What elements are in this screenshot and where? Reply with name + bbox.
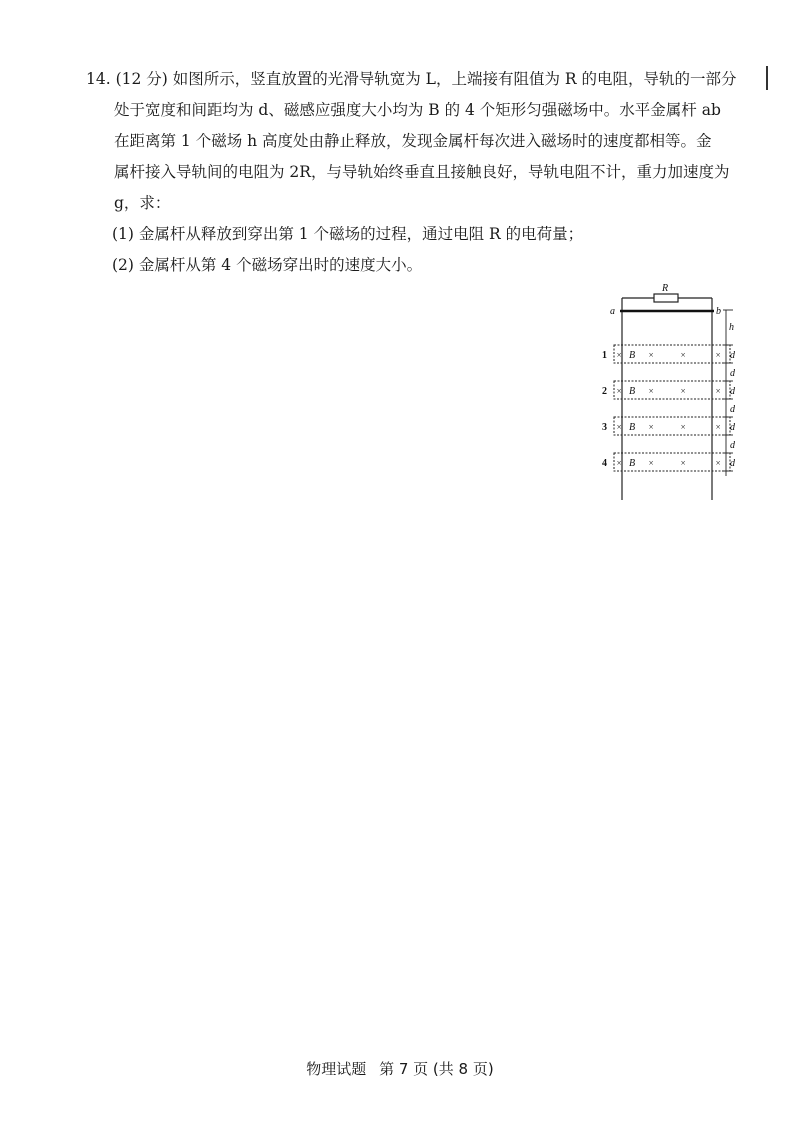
gap-label-d: d [730, 386, 735, 397]
cross-symbol: × [680, 422, 687, 432]
sub-question-1: (1) 金属杆从释放到穿出第 1 个磁场的过程，通过电阻 R 的电荷量； [112, 225, 584, 243]
question-line-2: 处于宽度和间距均为 d、磁感应强度大小均为 B 的 4 个矩形匀强磁场中。水平金属杆 ab [114, 101, 721, 119]
field-label-b: B [629, 350, 636, 361]
question-line-4: 属杆接入导轨间的电阻为 2R，与导轨始终垂直且接触良好，导轨电阻不计，重力加速度为 [114, 163, 730, 181]
cross-symbol: × [680, 350, 687, 360]
gap-label-d: d [730, 350, 735, 361]
resistor [654, 294, 678, 302]
label-a: a [610, 306, 615, 317]
margin-bar [766, 66, 768, 90]
question-line-1: 14. (12 分) 如图所示，竖直放置的光滑导轨宽为 L，上端接有阻值为 R 的电阻，导轨的一部分 [86, 70, 737, 88]
cross-symbol: × [648, 458, 655, 468]
footer-subject: 物理试题 [306, 1060, 367, 1078]
field-label-b: B [629, 422, 636, 433]
footer-page-number: 第 7 页 (共 8 页) [379, 1060, 494, 1078]
height-label: h [729, 322, 734, 333]
cross-symbol: × [648, 350, 655, 360]
field-label-b: B [629, 386, 636, 397]
cross-symbol: × [715, 386, 722, 396]
cross-symbol: × [616, 350, 623, 360]
gap-label-d: d [730, 368, 735, 379]
cross-symbol: × [715, 422, 722, 432]
cross-symbol: × [680, 458, 687, 468]
cross-symbol: × [648, 386, 655, 396]
rail-magnetic-field-figure [592, 280, 752, 510]
question-14 [86, 64, 742, 281]
cross-symbol: × [648, 422, 655, 432]
cross-symbol: × [616, 386, 623, 396]
region-number-2: 2 [602, 386, 607, 397]
cross-symbol: × [715, 458, 722, 468]
figure-svg [592, 280, 752, 510]
region-number-1: 1 [602, 350, 607, 361]
gap-label-d: d [730, 422, 735, 433]
question-line-3: 在距离第 1 个磁场 h 高度处由静止释放，发现金属杆每次进入磁场时的速度都相等。金 [114, 132, 712, 150]
resistor-label: R [662, 283, 669, 294]
sub-question-2: (2) 金属杆从第 4 个磁场穿出时的速度大小。 [112, 256, 423, 274]
cross-symbol: × [680, 386, 687, 396]
gap-label-d: d [730, 458, 735, 469]
region-number-3: 3 [602, 422, 607, 433]
cross-symbol: × [715, 350, 722, 360]
question-line-5: g，求： [114, 194, 171, 212]
gap-label-d: d [730, 404, 735, 415]
label-b: b [716, 306, 721, 317]
field-label-b: B [629, 458, 636, 469]
page-footer [0, 1058, 800, 1079]
cross-symbol: × [616, 422, 623, 432]
cross-symbol: × [616, 458, 623, 468]
gap-label-d: d [730, 440, 735, 451]
region-number-4: 4 [602, 458, 607, 469]
